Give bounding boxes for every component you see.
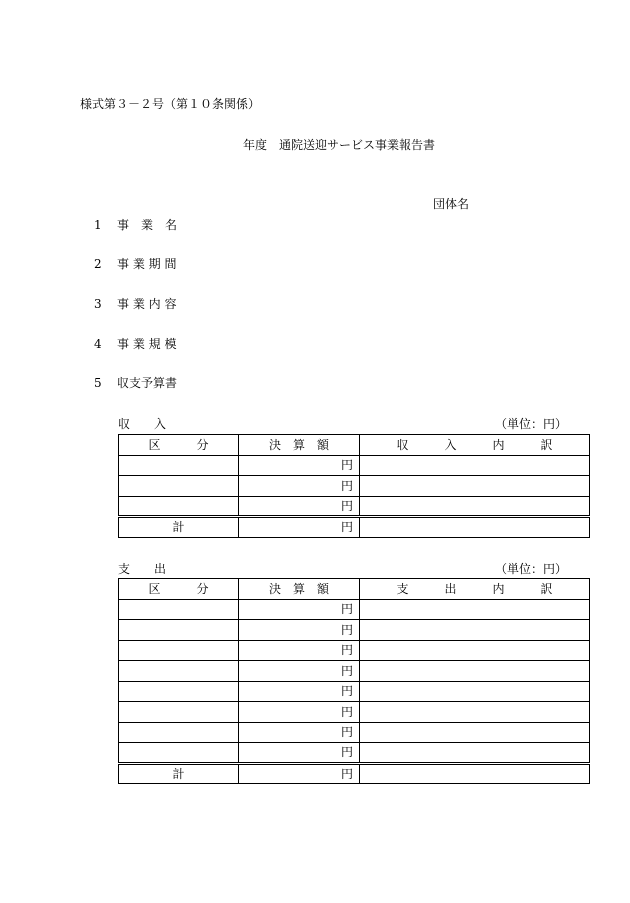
category-cell[interactable] [119,743,239,764]
amount-cell[interactable]: 円 [239,640,360,661]
expense-caption: 支 出 [118,562,167,576]
total-amount-cell[interactable]: 円 [239,763,360,784]
item-number: 5 [94,376,102,390]
amount-cell[interactable]: 円 [239,743,360,764]
item-number: 4 [94,337,102,351]
category-cell[interactable] [119,455,239,476]
detail-cell[interactable] [360,455,590,476]
header-amount: 決 算 額 [239,579,360,600]
table-row [119,743,590,764]
org-name-label: 団体名 [433,197,470,211]
income-total-row [119,517,590,538]
total-amount-cell[interactable]: 円 [239,517,360,538]
income-header-row [119,435,590,456]
table-row [119,476,590,497]
table-row [119,455,590,476]
amount-cell[interactable]: 円 [239,681,360,702]
expense-total-row [119,763,590,784]
detail-cell[interactable] [360,640,590,661]
header-category: 区 分 [119,579,239,600]
item-number: 1 [94,218,102,232]
header-category: 区 分 [119,435,239,456]
detail-cell[interactable] [360,661,590,682]
header-amount: 決 算 額 [239,435,360,456]
category-cell[interactable] [119,661,239,682]
amount-cell[interactable]: 円 [239,599,360,620]
form-number: 様式第３－２号（第１０条関係） [80,97,261,111]
amount-cell[interactable]: 円 [239,702,360,723]
table-row [119,640,590,661]
detail-cell[interactable] [360,476,590,497]
category-cell[interactable] [119,640,239,661]
item-number: 2 [94,257,102,271]
table-row [119,599,590,620]
table-row [119,661,590,682]
item-label-budget: 収支予算書 [117,376,178,390]
expense-unit: （単位：円） [495,562,568,576]
total-label: 計 [119,763,239,784]
category-cell[interactable] [119,702,239,723]
category-cell[interactable] [119,599,239,620]
category-cell[interactable] [119,681,239,702]
item-number: 3 [94,297,102,311]
income-table [118,434,590,538]
income-unit: （単位：円） [495,417,568,431]
table-row [119,620,590,641]
header-detail: 収 入 内 訳 [360,435,590,456]
detail-cell[interactable] [360,620,590,641]
total-label: 計 [119,517,239,538]
table-row [119,681,590,702]
item-label-project-content: 事 業 内 容 [117,297,177,311]
detail-cell[interactable] [360,722,590,743]
category-cell[interactable] [119,476,239,497]
category-cell[interactable] [119,496,239,517]
amount-cell[interactable]: 円 [239,455,360,476]
amount-cell[interactable]: 円 [239,496,360,517]
category-cell[interactable] [119,620,239,641]
item-label-project-name: 事 業 名 [117,218,178,232]
detail-cell[interactable] [360,743,590,764]
expense-table [118,578,590,784]
table-row [119,496,590,517]
amount-cell[interactable]: 円 [239,476,360,497]
item-label-project-period: 事 業 期 間 [117,257,177,271]
document-title: 年度 通院送迎サービス事業報告書 [243,138,436,152]
amount-cell[interactable]: 円 [239,722,360,743]
header-detail: 支 出 内 訳 [360,579,590,600]
expense-header-row [119,579,590,600]
amount-cell[interactable]: 円 [239,620,360,641]
category-cell[interactable] [119,722,239,743]
detail-cell[interactable] [360,599,590,620]
detail-cell[interactable] [360,681,590,702]
table-row [119,702,590,723]
item-label-project-scale: 事 業 規 模 [117,337,177,351]
income-caption: 収 入 [118,417,167,431]
detail-cell[interactable] [360,496,590,517]
table-row [119,722,590,743]
total-detail-cell[interactable] [360,763,590,784]
detail-cell[interactable] [360,702,590,723]
total-detail-cell[interactable] [360,517,590,538]
amount-cell[interactable]: 円 [239,661,360,682]
